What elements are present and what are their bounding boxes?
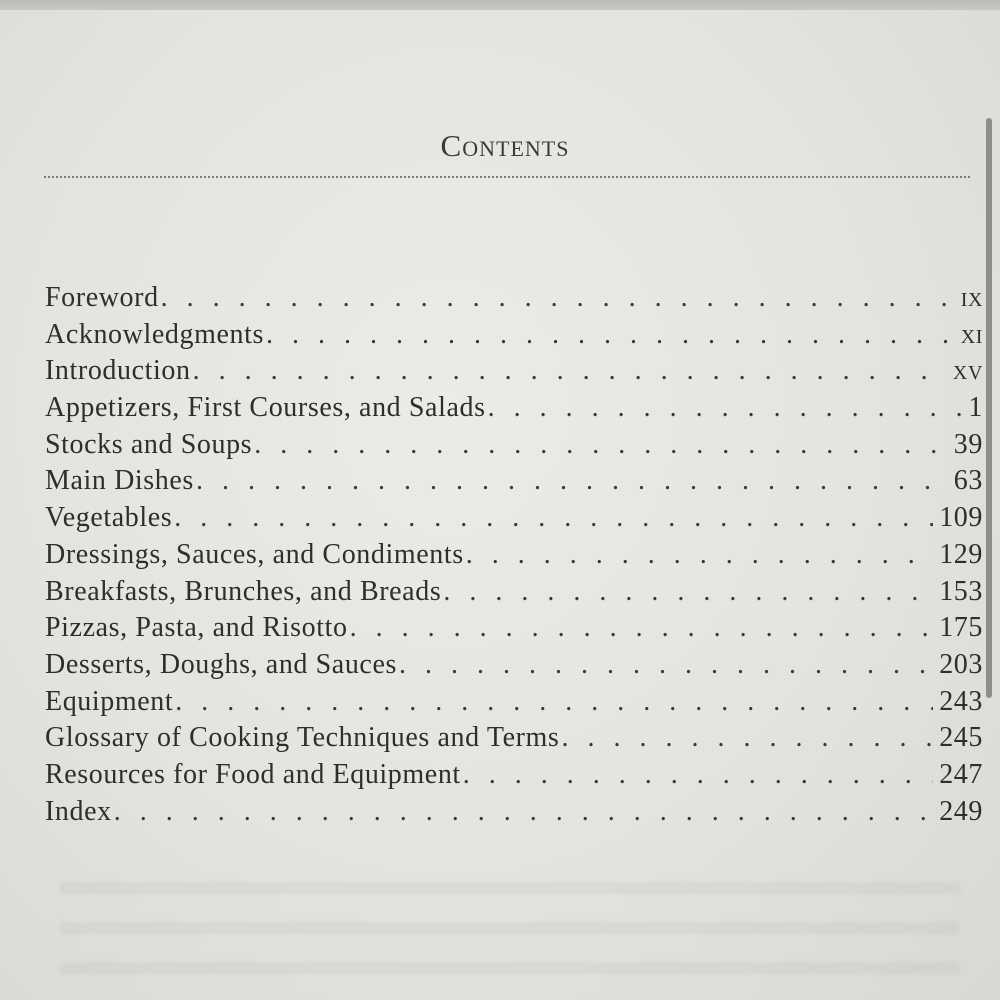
toc-entry-page: 63: [953, 465, 983, 497]
toc-entry-page: 245: [939, 722, 983, 754]
toc-entry-appetizers: [45, 392, 983, 429]
toc-entry-page: 1: [968, 392, 983, 424]
dot-leader: [254, 429, 948, 461]
toc-entry-page: ix: [960, 282, 983, 313]
toc-entry-page: 249: [939, 795, 983, 827]
dot-leader: [266, 319, 955, 351]
dot-leader: [175, 686, 933, 718]
dotted-rule: [44, 176, 970, 178]
toc-entry-page: 175: [939, 612, 983, 644]
table-of-contents: [45, 282, 983, 832]
show-through-text: [60, 860, 960, 1000]
dot-leader: [193, 355, 947, 387]
dot-leader: [114, 796, 933, 828]
toc-entry-title: Index: [45, 795, 112, 827]
scroll-indicator: [986, 118, 992, 698]
toc-entry-page: xi: [960, 318, 983, 350]
toc-entry-resources: [45, 759, 983, 796]
dot-leader: [463, 759, 933, 791]
dot-leader: [174, 502, 933, 534]
toc-entry-title: Vegetables: [45, 502, 173, 534]
toc-entry-acknowledgments: [45, 319, 983, 356]
toc-entry-page: 203: [939, 648, 983, 680]
dot-leader: [488, 392, 963, 424]
toc-entry-equipment: [45, 686, 983, 723]
toc-entry-page: 247: [939, 758, 983, 790]
toc-entry-title: Foreword: [45, 282, 159, 313]
toc-entry-title: Desserts, Doughs, and Sauces: [45, 648, 397, 680]
toc-entry-page: 129: [939, 538, 983, 570]
dot-leader: [161, 282, 955, 314]
toc-entry-title: Breakfasts, Brunches, and Breads: [45, 575, 442, 607]
toc-entry-glossary: [45, 722, 983, 759]
toc-entry-dressings: [45, 539, 983, 576]
toc-entry-title: Stocks and Soups: [45, 428, 253, 460]
toc-entry-vegetables: [45, 502, 983, 539]
toc-entry-title: Acknowledgments: [45, 318, 264, 350]
toc-entry-foreword: [45, 282, 983, 319]
page-title: Contents: [440, 128, 570, 163]
dot-leader: [196, 465, 948, 497]
toc-entry-main-dishes: [45, 465, 983, 502]
toc-entry-stocks-and-soups: [45, 429, 983, 466]
dot-leader: [443, 576, 933, 608]
dot-leader: [561, 722, 933, 754]
toc-entry-page: xv: [952, 355, 983, 387]
toc-entry-pizzas: [45, 612, 983, 649]
toc-entry-title: Main Dishes: [45, 465, 194, 497]
toc-entry-title: Appetizers, First Courses, and Salads: [45, 392, 486, 424]
toc-entry-desserts: [45, 649, 983, 686]
toc-entry-index: [45, 796, 983, 833]
toc-entry-title: Glossary of Cooking Techniques and Terms: [45, 722, 560, 754]
toc-entry-title: Pizzas, Pasta, and Risotto: [45, 612, 348, 644]
toc-entry-page: 243: [939, 685, 983, 717]
toc-entry-page: 39: [953, 428, 983, 460]
toc-entry-title: Resources for Food and Equipment: [45, 758, 461, 790]
dot-leader: [466, 539, 933, 571]
toc-entry-page: 109: [939, 502, 983, 534]
toc-entry-title: Introduction: [45, 355, 191, 387]
dot-leader: [350, 612, 934, 644]
dot-leader: [399, 649, 933, 681]
toc-entry-title: Dressings, Sauces, and Condiments: [45, 538, 464, 570]
toc-entry-page: 153: [939, 575, 983, 607]
toc-entry-title: Equipment: [45, 685, 174, 717]
toc-entry-breakfasts: [45, 576, 983, 613]
toc-entry-introduction: [45, 355, 983, 392]
